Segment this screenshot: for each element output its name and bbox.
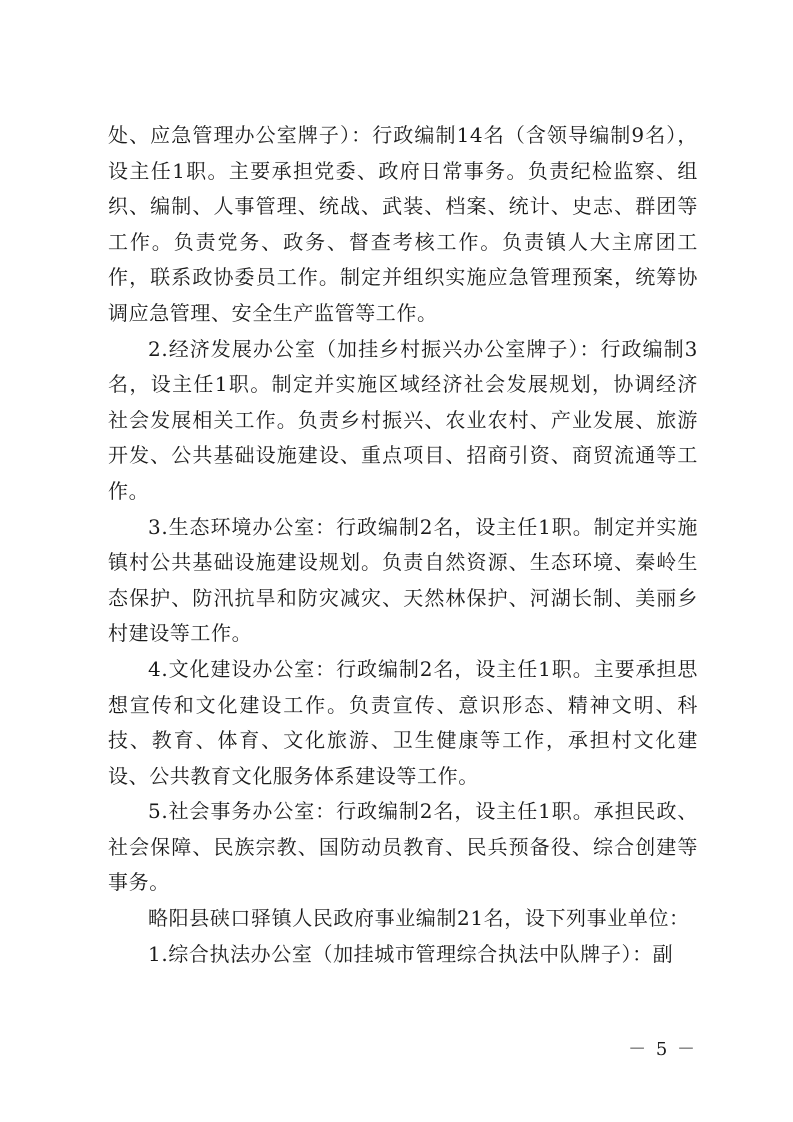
- paragraph-cultural-construction-office: 4.文化建设办公室：行政编制2名，设主任1职。主要承担思想宣传和文化建设工作。负责宣传、意识形态、精神文明、科技、教育、体育、文化旅游、卫生健康等工作，承担村文化建设、公共教育文化服务体系建设等工作。: [108, 656, 698, 788]
- paragraph-social-affairs-office: 5.社会事务办公室：行政编制2名，设主任1职。承担民政、社会保障、民族宗教、国防动员教育、民兵预备役、综合创建等事务。: [108, 799, 698, 895]
- paragraph-economic-development-office: 2.经济发展办公室（加挂乡村振兴办公室牌子）：行政编制3名，设主任1职。制定并实施区域经济社会发展规划，协调经济社会发展相关工作。负责乡村振兴、农业农村、产业发展、旅游开发、公共基础设施建设、重点项目、招商引资、商贸流通等工作。: [108, 336, 698, 503]
- paragraph-ecological-environment-office: 3.生态环境办公室：行政编制2名，设主任1职。制定并实施镇村公共基础设施建设规划。负责自然资源、生态环境、秦岭生态保护、防汛抗旱和防灾减灾、天然林保护、河湖长制、美丽乡村建设等工作。: [108, 514, 698, 646]
- paragraph-comprehensive-enforcement-office: 1.综合执法办公室（加挂城市管理综合执法中队牌子）：副: [148, 941, 674, 966]
- page-number: － 5 －: [628, 1039, 697, 1060]
- paragraph-office-duties-continued: 处、应急管理办公室牌子）：行政编制14名（含领导编制9名），设主任1职。主要承担党委、政府日常事务。负责纪检监察、组织、编制、人事管理、统战、武装、档案、统计、史志、群团等工作。负责党务、政务、督查考核工作。负责镇人大主席团工作，联系政协委员工作。制定并组织实施应急管理预案，统筹协调应急管理、安全生产监管等工作。: [108, 123, 698, 325]
- document-body: [108, 118, 698, 972]
- paragraph-public-institutions-intro: 略阳县硖口驿镇人民政府事业编制21名，设下列事业单位：: [148, 906, 690, 931]
